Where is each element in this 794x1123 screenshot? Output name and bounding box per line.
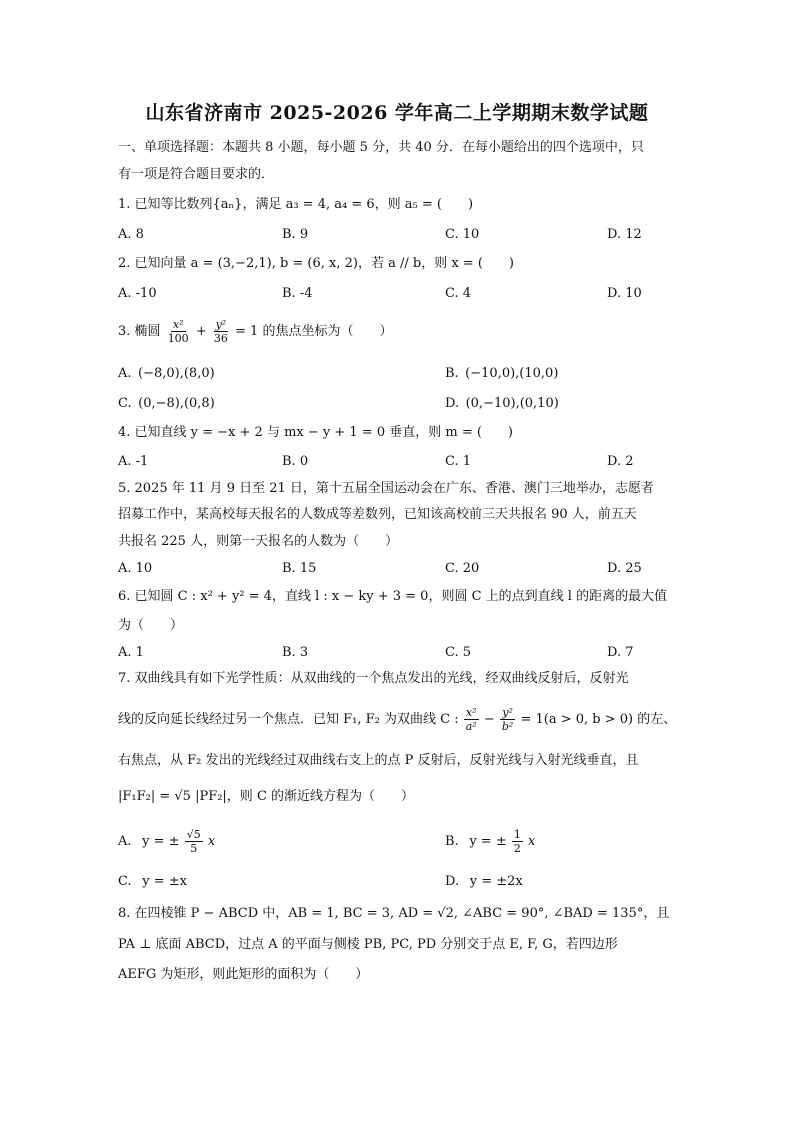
question-2-option-c: C. 4 — [445, 286, 472, 301]
question-8-line1: 8. 在四棱锥 P − ABCD 中，AB = 1, BC = 3, AD = √2, ∠ABC = 90°, ∠BAD = 135°，且 — [118, 906, 670, 921]
fraction-numerator: √5 — [186, 828, 201, 841]
question-6-option-d: D. 7 — [607, 645, 634, 660]
fraction-denominator: b² — [501, 720, 514, 733]
fraction-denominator: 5 — [190, 842, 198, 855]
question-7-line1: 7. 双曲线具有如下光学性质：从双曲线的一个焦点发出的光线，经双曲线反射后，反射光 — [118, 671, 629, 686]
fraction-numerator: x² — [465, 706, 477, 719]
page-title: 山东省济南市 2025-2026 学年高二上学期期末数学试题 — [145, 102, 649, 124]
question-6-line1: 6. 已知圆 C : x² + y² = 4，直线 l : x − ky + 3 = 0，则圆 C 上的点到直线 l 的距离的最大值 — [118, 589, 668, 604]
question-7-line4: |F₁F₂| = √5 |PF₂|，则 C 的渐近线方程为（ ） — [118, 789, 415, 804]
fraction-numerator: y² — [215, 318, 227, 331]
question-2-option-b: B. -4 — [282, 286, 313, 301]
question-1-option-a: A. 8 — [118, 227, 144, 242]
option-b-fraction — [512, 828, 523, 855]
question-8-line2: PA ⊥ 底面 ABCD，过点 A 的平面与侧棱 PB, PC, PD 分别交于点 E, F, G，若四边形 — [118, 937, 618, 952]
section-instructions-line2: 有一项是符合题目要求的． — [118, 167, 275, 182]
question-1-option-d: D. 12 — [607, 227, 642, 242]
question-6-line2: 为（ ） — [118, 618, 184, 633]
question-5-line2: 招募工作中，某高校每天报名的人数成等差数列，已知该高校前三天共报名 90 人，前五天 — [118, 507, 637, 522]
question-7-fraction-x — [464, 706, 479, 733]
option-a-suffix: x — [207, 834, 216, 849]
question-5-option-a: A. 10 — [118, 561, 153, 576]
fraction-denominator: a² — [465, 720, 477, 733]
question-3-prefix: 3. 椭圆 — [118, 324, 161, 339]
question-6-option-c: C. 5 — [445, 645, 472, 660]
question-3-fraction-y — [212, 318, 230, 345]
question-2-stem: 2. 已知向量 a = (3,−2,1), b = (6, x, 2)，若 a // b，则 x = ( ) — [118, 256, 514, 271]
question-7-option-a — [118, 824, 215, 860]
question-5-line3: 共报名 225 人，则第一天报名的人数为（ ） — [118, 534, 399, 549]
plus-sign: + — [195, 324, 207, 339]
option-a-prefix: A. y = ± — [118, 834, 180, 849]
fraction-numerator: y² — [502, 706, 513, 719]
question-7-option-d: D. y = ±2x — [445, 874, 523, 889]
question-6-option-a: A. 1 — [118, 645, 144, 660]
question-3-option-b: B. (−10,0),(10,0) — [445, 366, 559, 381]
question-6-option-b: B. 3 — [282, 645, 309, 660]
question-7-line2 — [118, 702, 676, 738]
section-instructions-line1: 一、单项选择题：本题共 8 小题，每小题 5 分，共 40 分．在每小题给出的四个选项中，只 — [118, 140, 644, 155]
question-7-fraction-y — [500, 706, 515, 733]
question-7-line2-prefix: 线的反向延长线经过另一个焦点．已知 F₁, F₂ 为双曲线 C : — [118, 712, 459, 727]
question-4-option-d: D. 2 — [607, 454, 634, 469]
option-b-suffix: x — [528, 834, 536, 849]
question-4-option-a: A. -1 — [118, 454, 149, 469]
fraction-numerator: 1 — [513, 828, 521, 841]
question-7-option-b — [445, 824, 535, 860]
question-5-option-c: C. 20 — [445, 561, 480, 576]
question-1-option-b: B. 9 — [282, 227, 309, 242]
question-1-option-c: C. 10 — [445, 227, 480, 242]
question-2-option-d: D. 10 — [607, 286, 642, 301]
fraction-numerator: x² — [172, 318, 184, 331]
question-5-option-d: D. 25 — [607, 561, 642, 576]
question-3-option-a: A. (−8,0),(8,0) — [118, 366, 215, 381]
minus-sign: − — [483, 712, 495, 727]
question-7-line3: 右焦点，从 F₂ 发出的光线经过双曲线右支上的点 P 反射后，反射光线与入射光线垂直，且 — [118, 753, 639, 768]
question-3-option-d: D. (0,−10),(0,10) — [445, 396, 559, 411]
question-5-line1: 5. 2025 年 11 月 9 日至 21 日，第十五届全国运动会在广东、香港、澳门三地举办，志愿者 — [118, 481, 654, 496]
fraction-denominator: 36 — [213, 332, 228, 345]
question-8-line3: AEFG 为矩形，则此矩形的面积为（ ） — [118, 967, 369, 982]
question-3-stem — [118, 314, 392, 350]
question-3-fraction-x — [166, 318, 191, 345]
question-7-line2-suffix: = 1(a > 0, b > 0) 的左、 — [520, 712, 677, 727]
fraction-denominator: 2 — [513, 842, 521, 855]
question-3-suffix: = 1 的焦点坐标为（ ） — [235, 324, 393, 339]
question-4-option-c: C. 1 — [445, 454, 472, 469]
fraction-denominator: 100 — [167, 332, 189, 345]
option-a-fraction — [185, 828, 203, 855]
question-4-stem: 4. 已知直线 y = −x + 2 与 mx − y + 1 = 0 垂直，则 m = ( ) — [118, 425, 513, 440]
question-3-option-c: C. (0,−8),(0,8) — [118, 396, 215, 411]
question-7-option-c: C. y = ±x — [118, 874, 187, 889]
question-5-option-b: B. 15 — [282, 561, 317, 576]
question-2-option-a: A. -10 — [118, 286, 157, 301]
question-4-option-b: B. 0 — [282, 454, 309, 469]
question-1-stem: 1. 已知等比数列{aₙ}，满足 a₃ = 4, a₄ = 6，则 a₅ = ( ) — [118, 197, 474, 212]
option-b-prefix: B. y = ± — [445, 834, 507, 849]
